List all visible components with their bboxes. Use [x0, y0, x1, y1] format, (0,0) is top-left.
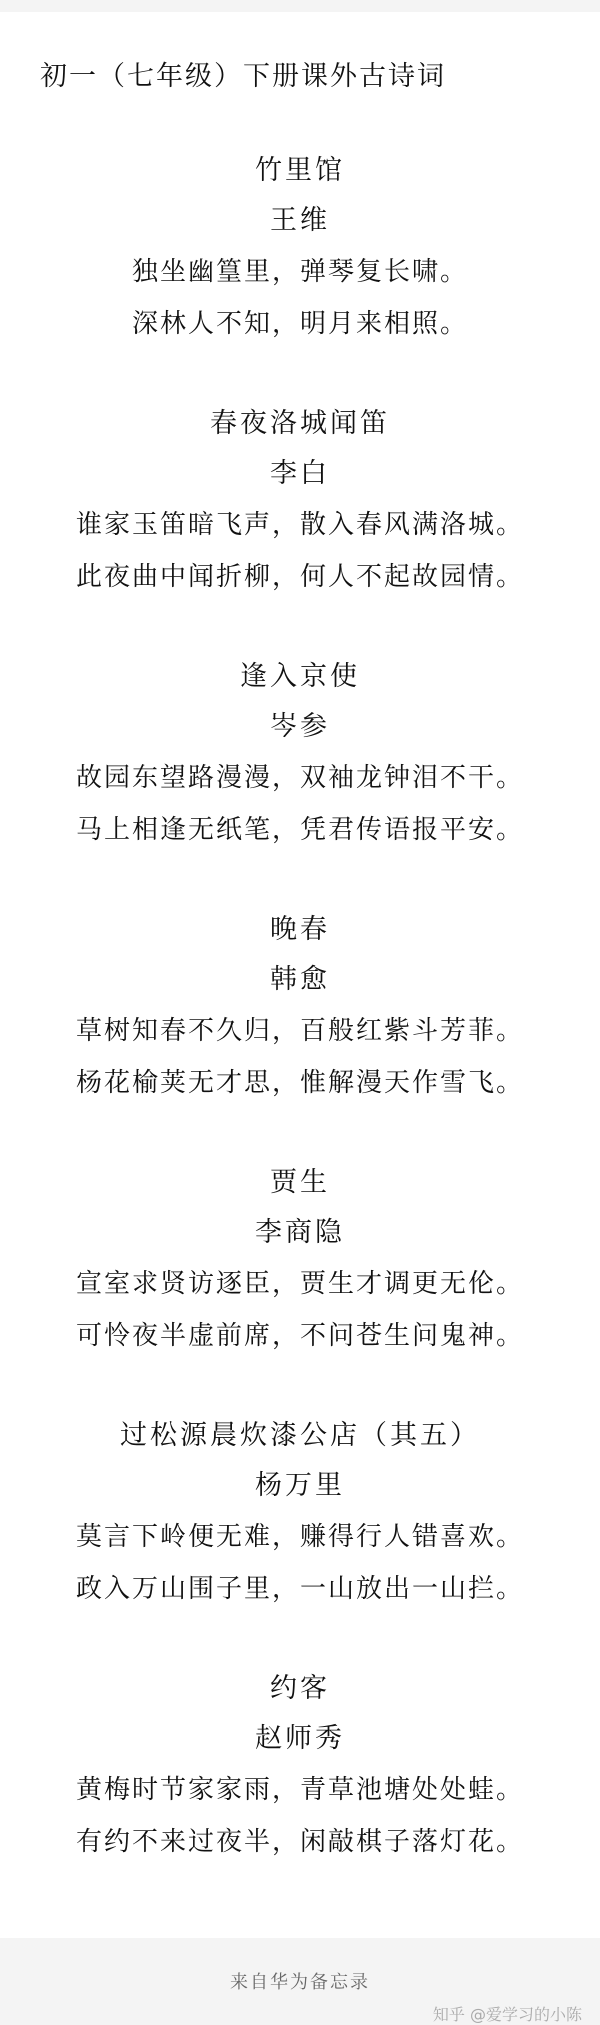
- poem-author: 赵师秀: [255, 1723, 345, 1754]
- poem-author: 韩愈: [270, 964, 330, 995]
- poem-line: 独坐幽篁里，弹琴复长啸。: [131, 257, 468, 287]
- poem-line: 谁家玉笛暗飞声，散入春风满洛城。: [75, 510, 524, 540]
- poem-author: 李商隐: [255, 1217, 345, 1248]
- poem: [0, 1158, 600, 1362]
- poem: [0, 1411, 600, 1615]
- document-title: 初一（七年级）下册课外古诗词: [40, 61, 446, 92]
- poem-line: 杨花榆荚无才思，惟解漫天作雪飞。: [75, 1068, 524, 1098]
- poem-line: 莫言下岭便无难，赚得行人错喜欢。: [75, 1522, 524, 1552]
- poem-line: 马上相逢无纸笔，凭君传语报平安。: [75, 815, 524, 845]
- poem-title: 晚春: [270, 914, 330, 945]
- poem: [0, 652, 600, 856]
- poem-title: 竹里馆: [255, 155, 345, 186]
- footer: [0, 1938, 600, 2023]
- poem: [0, 905, 600, 1109]
- poem-line: 草树知春不久归，百般红紫斗芳菲。: [75, 1016, 524, 1046]
- poem-author: 王维: [270, 205, 330, 236]
- poem-line: 可怜夜半虚前席，不问苍生问鬼神。: [75, 1321, 524, 1351]
- poem-line: 有约不来过夜半，闲敲棋子落灯花。: [75, 1827, 524, 1857]
- poem-author: 杨万里: [255, 1470, 345, 1501]
- poem: [0, 399, 600, 603]
- poem-title: 过松源晨炊漆公店（其五）: [120, 1420, 480, 1451]
- poem-line: 深林人不知，明月来相照。: [131, 309, 468, 339]
- poem-author: 李白: [270, 458, 330, 489]
- poem-line: 此夜曲中闻折柳，何人不起故园情。: [75, 562, 524, 592]
- poem-title: 春夜洛城闻笛: [210, 408, 390, 439]
- poem-line: 故园东望路漫漫，双袖龙钟泪不干。: [75, 763, 524, 793]
- poem: [0, 146, 600, 350]
- note-paper: [0, 12, 600, 1938]
- footer-source-text: 来自华为备忘录: [230, 1972, 370, 1993]
- poem-title: 贾生: [270, 1167, 330, 1198]
- watermark: 知乎 @爱学习的小陈: [432, 2005, 582, 2024]
- poem: [0, 1664, 600, 1868]
- poem-author: 岑参: [270, 711, 330, 742]
- poem-line: 宣室求贤访逐臣，贾生才调更无伦。: [75, 1269, 524, 1299]
- poem-title: 约客: [270, 1673, 330, 1704]
- poem-title: 逢入京使: [240, 661, 360, 692]
- poem-line: 黄梅时节家家雨，青草池塘处处蛙。: [75, 1775, 524, 1805]
- poem-line: 政入万山围子里，一山放出一山拦。: [75, 1574, 524, 1604]
